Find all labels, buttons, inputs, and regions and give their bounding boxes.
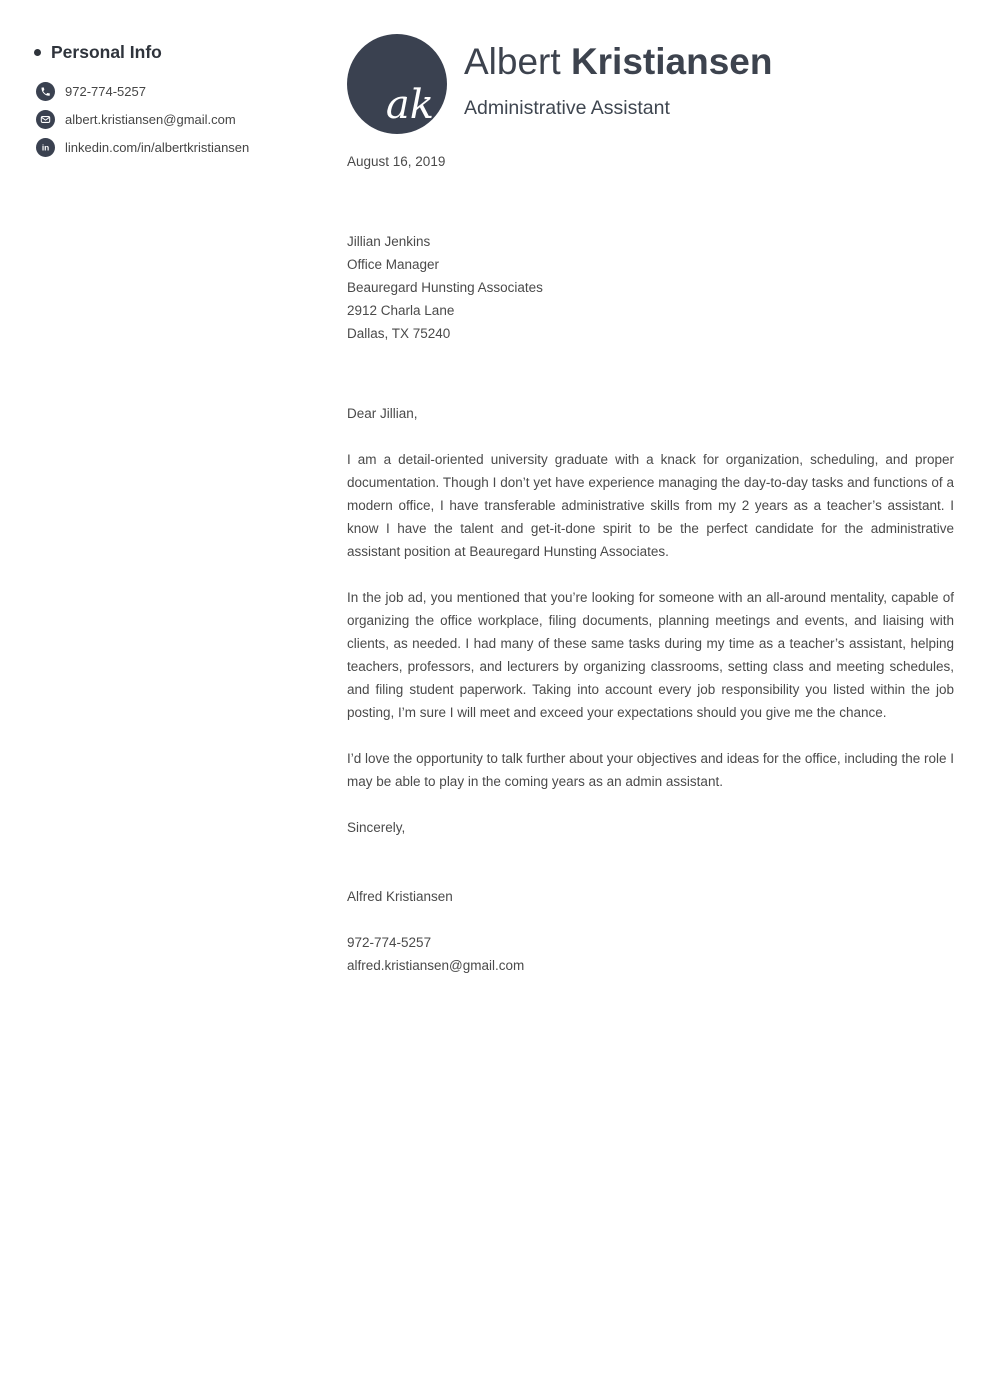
- personal-info-title: Personal Info: [51, 42, 162, 62]
- letter-paragraph: I’d love the opportunity to talk further about your objectives and ideas for the office, including the role I may be able to play in the coming years as an admin assistant.: [347, 751, 954, 789]
- letter-paragraph: In the job ad, you mentioned that you’re looking for someone with an all-around mentality, capable of organizing the office workplace, filing documents, planning meetings and events, and liaising with clients, as needed. I had many of these same tasks during my time as a teacher’s assistant, helping teachers, professors, and lecturers by organizing classrooms, setting class and meeting schedules, and filing student paperwork. Taking into account every job responsibility you listed within the job posting, I’m sure I will meet and exceed your expectations should you give me the chance.: [347, 590, 954, 720]
- phone-icon: [36, 82, 55, 101]
- linkedin-url: linkedin.com/in/albertkristiansen: [65, 139, 250, 155]
- signature-name: Alfred Kristiansen: [347, 889, 453, 904]
- avatar-initials: ak: [385, 82, 434, 128]
- recipient-address: [347, 230, 954, 345]
- email-row: [36, 105, 314, 133]
- recipient-street: 2912 Charla Lane: [347, 303, 455, 318]
- svg-text:in: in: [41, 142, 50, 153]
- letter-paragraph: I am a detail-oriented university graduate with a knack for organization, scheduling, and proper documentation. Though I don’t yet have experience managing the day-to-day tasks and functions of a modern office, I have transferable administrative skills from my 2 years as a teacher’s assistant. I know I have the talent and get-it-done spirit to be the perfect candidate for the administrative assistant position at Beauregard Hunsting Associates.: [347, 452, 954, 559]
- email-address: albert.kristiansen@gmail.com: [65, 111, 236, 127]
- recipient-company: Beauregard Hunsting Associates: [347, 280, 543, 295]
- phone-row: [36, 77, 314, 105]
- last-name: Kristiansen: [570, 41, 773, 82]
- letter-body: [347, 150, 954, 977]
- recipient-city: Dallas, TX 75240: [347, 326, 451, 341]
- salutation: Dear Jillian,: [347, 406, 418, 421]
- contact-list: [36, 77, 314, 161]
- job-title: Administrative Assistant: [464, 97, 670, 119]
- letter-date: August 16, 2019: [347, 154, 446, 169]
- personal-info-heading: [34, 40, 314, 64]
- personal-info-section: [34, 40, 314, 161]
- page-title: [464, 38, 772, 86]
- linkedin-row: [36, 133, 314, 161]
- linkedin-icon: [36, 138, 55, 157]
- recipient-title: Office Manager: [347, 257, 440, 272]
- signature-contact: [347, 931, 954, 977]
- email-icon: [36, 110, 55, 129]
- phone-number: 972-774-5257: [65, 83, 146, 99]
- first-name: Albert: [464, 41, 561, 82]
- header: [464, 38, 772, 121]
- bullet-icon: [34, 49, 41, 56]
- closing: Sincerely,: [347, 820, 406, 835]
- avatar: [347, 34, 447, 134]
- signature-email: alfred.kristiansen@gmail.com: [347, 958, 525, 973]
- recipient-name: Jillian Jenkins: [347, 234, 431, 249]
- signature-phone: 972-774-5257: [347, 935, 432, 950]
